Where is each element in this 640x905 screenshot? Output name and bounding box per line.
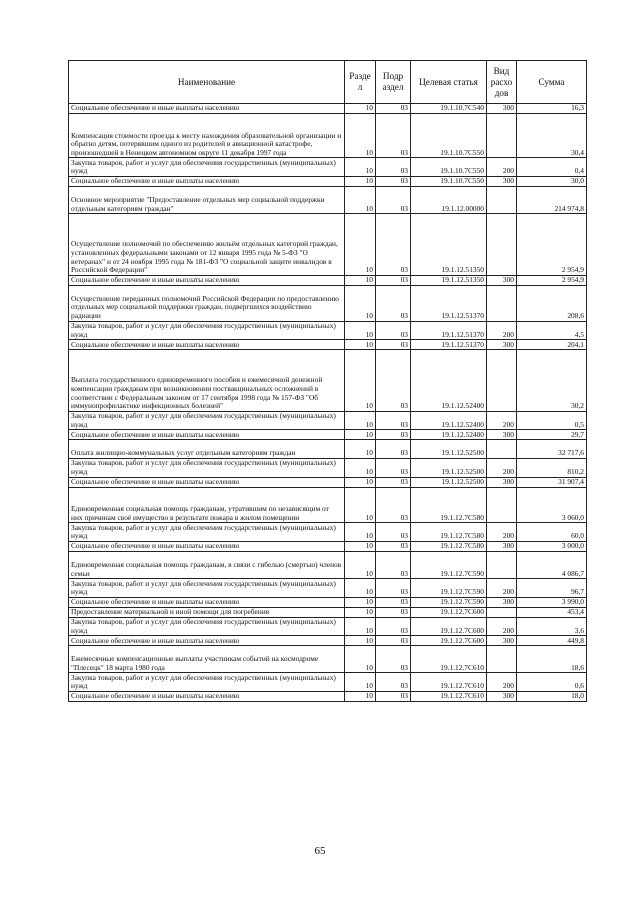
table-row xyxy=(69,541,587,551)
cell-target: 19.1.12.52400 xyxy=(411,350,487,412)
cell-target: 19.1.12.51370 xyxy=(411,285,487,321)
cell-name: Закупка товаров, работ и услуг для обеспечения государственных (муниципальных) нужд xyxy=(69,458,345,477)
cell-type: 200 xyxy=(487,673,517,692)
table-row xyxy=(69,487,587,523)
cell-name: Социальное обеспечение и иные выплаты населению xyxy=(69,692,345,702)
cell-section: 10 xyxy=(345,104,376,114)
cell-name: Закупка товаров, работ и услуг для обеспечения государственных (муниципальных) нужд xyxy=(69,523,345,542)
table-row xyxy=(69,597,587,607)
cell-section: 10 xyxy=(345,636,376,646)
cell-type xyxy=(487,551,517,578)
header-section: Разде л xyxy=(345,61,376,104)
cell-subsection: 03 xyxy=(376,340,411,350)
cell-section: 10 xyxy=(345,214,376,276)
cell-target: 19.1.12.52500 xyxy=(411,477,487,487)
cell-section: 10 xyxy=(345,114,376,158)
cell-name: Социальное обеспечение и иные выплаты населению xyxy=(69,636,345,646)
table-row xyxy=(69,458,587,477)
table-row xyxy=(69,285,587,321)
cell-target: 19.1.12.7С600 xyxy=(411,617,487,636)
cell-name: Оплата жилищно-коммунальных услуг отдельным категориям граждан xyxy=(69,440,345,459)
cell-subsection: 03 xyxy=(376,692,411,702)
cell-subsection: 03 xyxy=(376,673,411,692)
page-number: 65 xyxy=(314,845,326,857)
cell-type: 200 xyxy=(487,617,517,636)
table-row xyxy=(69,477,587,487)
cell-name: Социальное обеспечение и иные выплаты населению xyxy=(69,541,345,551)
cell-subsection: 03 xyxy=(376,477,411,487)
cell-type xyxy=(487,214,517,276)
cell-section: 10 xyxy=(345,541,376,551)
cell-name: Основное мероприятие "Предоставление отдельных мер социальной поддержки отдельным категориям граждан" xyxy=(69,186,345,213)
cell-target: 19.1.12.7С580 xyxy=(411,541,487,551)
cell-name: Социальное обеспечение и иные выплаты населению xyxy=(69,275,345,285)
cell-subsection: 03 xyxy=(376,551,411,578)
cell-section: 10 xyxy=(345,321,376,340)
cell-section: 10 xyxy=(345,487,376,523)
cell-section: 10 xyxy=(345,186,376,213)
table-row xyxy=(69,523,587,542)
cell-target: 19.1.12.51370 xyxy=(411,340,487,350)
table-row xyxy=(69,186,587,213)
cell-sum: 2 954,9 xyxy=(517,214,587,276)
cell-type: 300 xyxy=(487,430,517,440)
cell-sum: 29,7 xyxy=(517,430,587,440)
cell-name: Компенсация стоимости проезда к месту нахождения образовательной организации и обратно детям, потерявшим одного из родителей в авиационной катастрофе, произошедшей в Ненецком автономном округе 11 декабря 1997 года xyxy=(69,114,345,158)
cell-name: Социальное обеспечение и иные выплаты населению xyxy=(69,430,345,440)
cell-sum: 30,2 xyxy=(517,350,587,412)
cell-sum: 810,2 xyxy=(517,458,587,477)
cell-name: Закупка товаров, работ и услуг для обеспечения государственных (муниципальных) нужд xyxy=(69,411,345,430)
cell-subsection: 03 xyxy=(376,411,411,430)
budget-table-container xyxy=(68,60,586,702)
table-row xyxy=(69,636,587,646)
cell-subsection: 03 xyxy=(376,579,411,598)
cell-target: 19.1.10.7С550 xyxy=(411,176,487,186)
cell-type: 200 xyxy=(487,523,517,542)
cell-section: 10 xyxy=(345,176,376,186)
cell-sum: 18,0 xyxy=(517,692,587,702)
cell-section: 10 xyxy=(345,440,376,459)
table-row xyxy=(69,176,587,186)
cell-target: 19.1.12.51350 xyxy=(411,275,487,285)
cell-section: 10 xyxy=(345,607,376,617)
table-row xyxy=(69,646,587,673)
cell-type xyxy=(487,607,517,617)
cell-name: Ежемесячные компенсационные выплаты участникам событий на космодроме "Плесецк" 18 марта 1980 года xyxy=(69,646,345,673)
cell-section: 10 xyxy=(345,551,376,578)
cell-subsection: 03 xyxy=(376,487,411,523)
cell-section: 10 xyxy=(345,597,376,607)
cell-sum: 0,5 xyxy=(517,411,587,430)
cell-sum: 16,3 xyxy=(517,104,587,114)
cell-target: 19.1.12.7С580 xyxy=(411,487,487,523)
header-sum: Сумма xyxy=(517,61,587,104)
cell-name: Социальное обеспечение и иные выплаты населению xyxy=(69,340,345,350)
cell-subsection: 03 xyxy=(376,617,411,636)
cell-sum: 4 086,7 xyxy=(517,551,587,578)
cell-subsection: 03 xyxy=(376,597,411,607)
table-row xyxy=(69,350,587,412)
cell-target: 19.1.12.00000 xyxy=(411,186,487,213)
cell-target: 19.1.12.52500 xyxy=(411,440,487,459)
cell-type xyxy=(487,487,517,523)
cell-subsection: 03 xyxy=(376,523,411,542)
cell-subsection: 03 xyxy=(376,285,411,321)
cell-type xyxy=(487,646,517,673)
cell-sum: 0,6 xyxy=(517,673,587,692)
cell-target: 19.1.12.7С600 xyxy=(411,636,487,646)
cell-type: 300 xyxy=(487,636,517,646)
cell-section: 10 xyxy=(345,430,376,440)
cell-type: 200 xyxy=(487,411,517,430)
cell-type: 300 xyxy=(487,541,517,551)
cell-subsection: 03 xyxy=(376,350,411,412)
cell-subsection: 03 xyxy=(376,321,411,340)
cell-target: 19.1.10.7С550 xyxy=(411,158,487,177)
table-row xyxy=(69,340,587,350)
cell-type: 200 xyxy=(487,158,517,177)
cell-name: Закупка товаров, работ и услуг для обеспечения государственных (муниципальных) нужд xyxy=(69,617,345,636)
cell-type: 300 xyxy=(487,176,517,186)
header-name: Наименование xyxy=(69,61,345,104)
cell-section: 10 xyxy=(345,523,376,542)
cell-section: 10 xyxy=(345,692,376,702)
table-row xyxy=(69,617,587,636)
header-target: Целевая статья xyxy=(411,61,487,104)
table-row xyxy=(69,214,587,276)
cell-sum: 30,0 xyxy=(517,176,587,186)
cell-sum: 0,4 xyxy=(517,158,587,177)
cell-subsection: 03 xyxy=(376,646,411,673)
table-row xyxy=(69,114,587,158)
table-row xyxy=(69,607,587,617)
cell-target: 19.1.10.7С550 xyxy=(411,114,487,158)
header-subsection: Подр аздел xyxy=(376,61,411,104)
cell-section: 10 xyxy=(345,340,376,350)
cell-type: 200 xyxy=(487,321,517,340)
cell-type xyxy=(487,285,517,321)
cell-type xyxy=(487,114,517,158)
table-row xyxy=(69,275,587,285)
cell-target: 19.1.12.51370 xyxy=(411,321,487,340)
cell-sum: 96,7 xyxy=(517,579,587,598)
cell-subsection: 03 xyxy=(376,541,411,551)
cell-subsection: 03 xyxy=(376,214,411,276)
cell-subsection: 03 xyxy=(376,176,411,186)
cell-target: 19.1.12.7С610 xyxy=(411,692,487,702)
table-row xyxy=(69,673,587,692)
cell-sum: 204,1 xyxy=(517,340,587,350)
cell-sum: 30,4 xyxy=(517,114,587,158)
cell-subsection: 03 xyxy=(376,607,411,617)
cell-type: 300 xyxy=(487,275,517,285)
cell-type: 200 xyxy=(487,458,517,477)
cell-type: 300 xyxy=(487,104,517,114)
cell-section: 10 xyxy=(345,275,376,285)
cell-target: 19.1.12.7С580 xyxy=(411,523,487,542)
cell-sum: 18,6 xyxy=(517,646,587,673)
cell-subsection: 03 xyxy=(376,186,411,213)
cell-subsection: 03 xyxy=(376,104,411,114)
cell-name: Социальное обеспечение и иные выплаты населению xyxy=(69,104,345,114)
cell-subsection: 03 xyxy=(376,458,411,477)
cell-target: 19.1.12.7С610 xyxy=(411,646,487,673)
cell-section: 10 xyxy=(345,673,376,692)
cell-section: 10 xyxy=(345,158,376,177)
table-row xyxy=(69,321,587,340)
cell-name: Единовременная социальная помощь гражданам, утратившим по независящим от них причинам своё имущество в результате пожара в жилом помещении xyxy=(69,487,345,523)
cell-name: Предоставление материальной и иной помощи для погребения xyxy=(69,607,345,617)
cell-name: Осуществление переданных полномочий Российской Федерации по предоставлению отдельных мер социальной поддержки граждан, подвергшихся воздействию радиации xyxy=(69,285,345,321)
cell-target: 19.1.12.52400 xyxy=(411,411,487,430)
cell-subsection: 03 xyxy=(376,636,411,646)
cell-section: 10 xyxy=(345,350,376,412)
cell-sum: 3 060,0 xyxy=(517,487,587,523)
cell-name: Закупка товаров, работ и услуг для обеспечения государственных (муниципальных) нужд xyxy=(69,673,345,692)
cell-target: 19.1.12.7С590 xyxy=(411,597,487,607)
header-type: Вид расхо дов xyxy=(487,61,517,104)
cell-target: 19.1.12.51350 xyxy=(411,214,487,276)
cell-type: 300 xyxy=(487,340,517,350)
cell-name: Социальное обеспечение и иные выплаты населению xyxy=(69,597,345,607)
cell-type: 300 xyxy=(487,477,517,487)
cell-name: Социальное обеспечение и иные выплаты населению xyxy=(69,176,345,186)
cell-section: 10 xyxy=(345,477,376,487)
cell-section: 10 xyxy=(345,646,376,673)
cell-name: Закупка товаров, работ и услуг для обеспечения государственных (муниципальных) нужд xyxy=(69,579,345,598)
cell-target: 19.1.10.7С540 xyxy=(411,104,487,114)
cell-target: 19.1.12.52400 xyxy=(411,430,487,440)
cell-name: Социальное обеспечение и иные выплаты населению xyxy=(69,477,345,487)
budget-table xyxy=(68,60,587,702)
table-header-row xyxy=(69,61,587,104)
cell-name: Закупка товаров, работ и услуг для обеспечения государственных (муниципальных) нужд xyxy=(69,158,345,177)
cell-section: 10 xyxy=(345,285,376,321)
cell-section: 10 xyxy=(345,617,376,636)
cell-section: 10 xyxy=(345,579,376,598)
cell-name: Единовременная социальная помощь гражданам, в связи с гибелью (смертью) членов семьи xyxy=(69,551,345,578)
cell-type xyxy=(487,440,517,459)
cell-type: 200 xyxy=(487,579,517,598)
cell-sum: 3 000,0 xyxy=(517,541,587,551)
cell-sum: 208,6 xyxy=(517,285,587,321)
cell-type xyxy=(487,350,517,412)
cell-section: 10 xyxy=(345,411,376,430)
cell-sum: 32 717,6 xyxy=(517,440,587,459)
cell-subsection: 03 xyxy=(376,440,411,459)
cell-target: 19.1.12.7С590 xyxy=(411,579,487,598)
cell-name: Осуществление полномочий по обеспечению жильём отдельных категорий граждан, установленных федеральными законами от 12 января 1995 года № 5-ФЗ "О ветеранах" и от 24 ноября 1995 года № 181-ФЗ "О социальной защите инвалидов в Российской Федерации" xyxy=(69,214,345,276)
cell-section: 10 xyxy=(345,458,376,477)
cell-type: 300 xyxy=(487,692,517,702)
table-row xyxy=(69,440,587,459)
cell-subsection: 03 xyxy=(376,430,411,440)
cell-subsection: 03 xyxy=(376,275,411,285)
cell-target: 19.1.12.52500 xyxy=(411,458,487,477)
table-row xyxy=(69,430,587,440)
table-row xyxy=(69,411,587,430)
table-body xyxy=(69,104,587,702)
table-row xyxy=(69,551,587,578)
cell-sum: 453,4 xyxy=(517,607,587,617)
cell-sum: 3,6 xyxy=(517,617,587,636)
cell-name: Выплата государственного единовременного пособия и ежемесячной денежной компенсации гражданам при возникновении поствакцинальных осложнений в соответствии с Федеральным законом от 17 сентября 1998 года № 157-ФЗ "Об иммунопрофилактике инфекционных болезней" xyxy=(69,350,345,412)
cell-sum: 60,0 xyxy=(517,523,587,542)
cell-target: 19.1.12.7С600 xyxy=(411,607,487,617)
table-row xyxy=(69,579,587,598)
cell-sum: 214 974,8 xyxy=(517,186,587,213)
cell-subsection: 03 xyxy=(376,114,411,158)
table-row xyxy=(69,692,587,702)
cell-sum: 2 954,9 xyxy=(517,275,587,285)
cell-type: 300 xyxy=(487,597,517,607)
cell-sum: 3 990,0 xyxy=(517,597,587,607)
cell-name: Закупка товаров, работ и услуг для обеспечения государственных (муниципальных) нужд xyxy=(69,321,345,340)
cell-target: 19.1.12.7С610 xyxy=(411,673,487,692)
cell-type xyxy=(487,186,517,213)
cell-sum: 449,8 xyxy=(517,636,587,646)
cell-sum: 4,5 xyxy=(517,321,587,340)
cell-subsection: 03 xyxy=(376,158,411,177)
table-row xyxy=(69,104,587,114)
cell-sum: 31 907,4 xyxy=(517,477,587,487)
cell-target: 19.1.12.7С590 xyxy=(411,551,487,578)
table-row xyxy=(69,158,587,177)
